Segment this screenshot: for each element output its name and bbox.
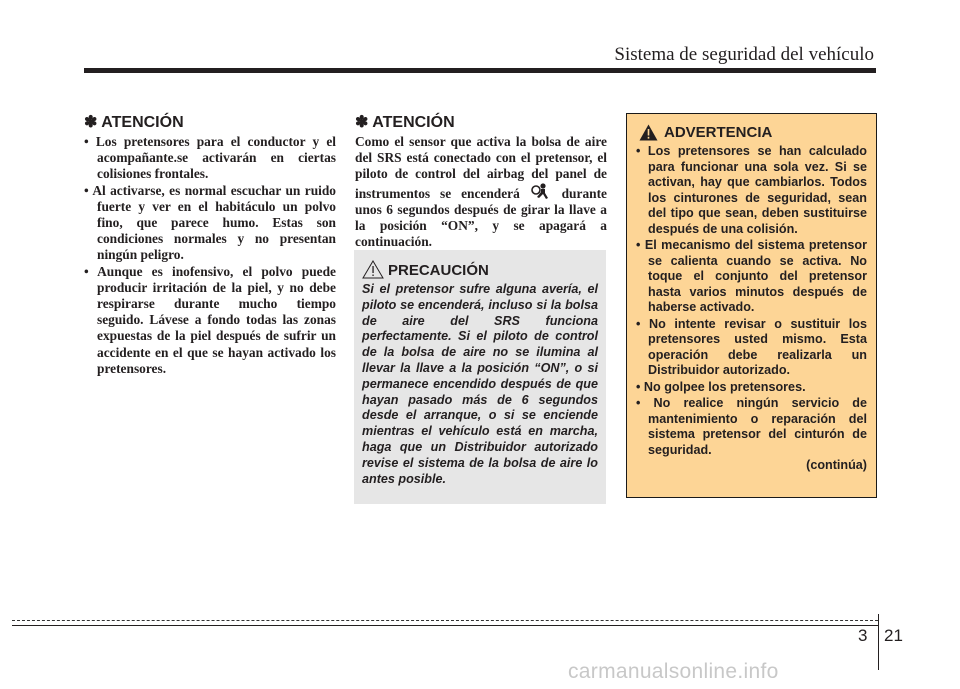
page-number: 21 (884, 626, 903, 645)
attention-column-1 (84, 112, 336, 377)
list-item: • No golpee los pretensores. (636, 379, 806, 394)
caution-title: PRECAUCIÓN (388, 262, 489, 279)
header-title: Sistema de seguridad del vehículo (614, 44, 874, 65)
attention-heading-1: ✽ ATENCIÓN (84, 114, 184, 131)
list-item: • Los pretensores para el conductor y el acompañante.se activarán en ciertas colisiones frontales. (84, 134, 336, 182)
warning-box (626, 113, 877, 498)
chapter-number: 3 (858, 626, 868, 645)
paragraph-text-part-1: Como el sensor que activa la bolsa de aire del SRS está conectado con el pretensor, el piloto de control del airbag del panel de instrumentos se encenderá (355, 134, 607, 201)
airbag-warning-icon (530, 183, 552, 201)
attention-column-2 (355, 112, 607, 250)
continued-label: (continúa) (806, 458, 867, 472)
attention-heading-2: ✽ ATENCIÓN (355, 114, 455, 131)
caution-header (362, 260, 598, 279)
caution-triangle-icon (362, 260, 384, 279)
caution-box (354, 250, 606, 504)
watermark: carmanualsonline.info (568, 660, 779, 683)
page-number-divider (878, 614, 879, 670)
list-item: • Al activarse, es normal escuchar un ruido fuerte y ver en el habitáculo un polvo fino, que parece humo. Estas son condiciones normales y no presentan ningún peligro. (84, 182, 336, 263)
warning-header (639, 124, 867, 141)
footer-rule (12, 625, 878, 626)
attention-paragraph-2 (355, 134, 607, 250)
paragraph-text-part-2: durante unos 6 segundos después de girar la llave a la posición “ON”, y se apagará a continuación. (355, 185, 607, 250)
caution-body: Si el pretensor sufre alguna avería, el piloto se encenderá, incluso si la bolsa de aire del SRS funciona perfectamente. Si el piloto de control de la bolsa de aire no se ilumina al llevar la llave a la posición “ON”, o si permanece encendido después de que hayan pasado más de 6 segundos desde el arranque, o si se enciende mientras el vehículo está en marcha, haga que un Distribuidor autorizado revise el sistema de la bolsa de aire lo antes posible. (362, 282, 598, 486)
warning-triangle-icon (639, 124, 658, 141)
list-item: • Los pretensores se han calculado para funcionar una sola vez. Si se activan, hay que cambiarlos. Todos los cinturones de seguridad, sean del tipo que sean, deben sustituirse después de una colisión. (636, 144, 867, 236)
list-item: • El mecanismo del sistema pretensor se calienta cuando se activa. No toque el conjunto del pretensor hasta varios minutos después de haberse activado. (636, 238, 867, 314)
attention-list-1 (84, 134, 336, 377)
list-item: • No realice ningún servicio de mantenimiento o reparación del sistema pretensor del cinturón de seguridad. (636, 396, 867, 457)
warning-list (636, 144, 867, 458)
list-item: • Aunque es inofensivo, el polvo puede producir irritación de la piel, y no debe respirarse durante mucho tiempo seguido. Lávese a fondo todas las zonas expuestas de la piel después de sufrir un accidente en el que se hayan activado los pretensores. (84, 263, 336, 376)
warning-title: ADVERTENCIA (664, 124, 773, 141)
footer-dashed-rule (12, 620, 878, 621)
list-item: • No intente revisar o sustituir los pretensores usted mismo. Esta operación debe realizarla un Distribuidor autorizado. (636, 316, 867, 377)
header-rule (84, 68, 876, 73)
